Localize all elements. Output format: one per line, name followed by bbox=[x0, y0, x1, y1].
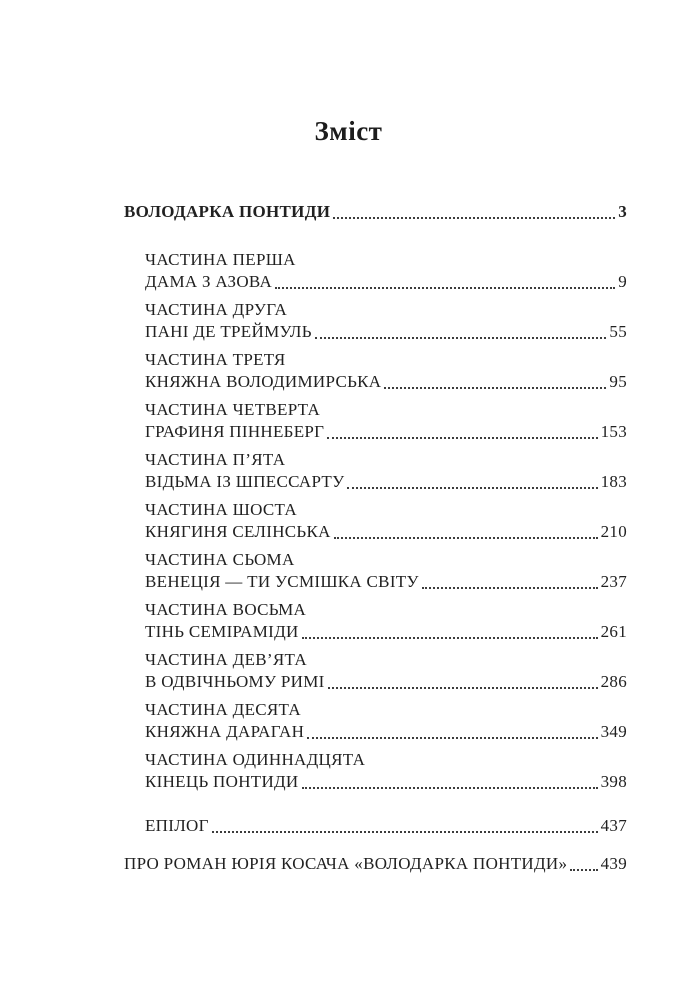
toc-part-name: ЧАСТИНА ШОСТА bbox=[145, 500, 297, 519]
toc-entry bbox=[124, 599, 627, 643]
toc-title: ВЕНЕЦІЯ — ТИ УСМІШКА СВІТУ bbox=[145, 572, 419, 591]
dot-leader bbox=[302, 637, 598, 639]
toc-title: ПРО РОМАН ЮРІЯ КОСАЧА «ВОЛОДАРКА ПОНТИДИ» bbox=[124, 854, 568, 873]
toc-line bbox=[145, 571, 627, 593]
toc-entry bbox=[124, 499, 627, 543]
toc-title: КНЯЖНА ДАРАГАН bbox=[145, 722, 305, 741]
toc-title: ВІДЬМА ІЗ ШПЕССАРТУ bbox=[145, 472, 345, 491]
toc-entry bbox=[124, 549, 627, 593]
toc-title: ГРАФИНЯ ПІННЕБЕРГ bbox=[145, 422, 325, 441]
toc-line bbox=[145, 815, 627, 837]
dot-leader bbox=[327, 437, 597, 439]
toc-title: ПАНІ ДЕ ТРЕЙМУЛЬ bbox=[145, 322, 312, 341]
dot-leader bbox=[334, 537, 598, 539]
toc-line bbox=[145, 771, 627, 793]
toc-page-number: 95 bbox=[609, 372, 627, 391]
dot-leader bbox=[384, 387, 606, 389]
toc-line bbox=[145, 271, 627, 293]
toc-entry bbox=[124, 399, 627, 443]
toc-page-number: 261 bbox=[600, 622, 627, 641]
toc-entry bbox=[124, 349, 627, 393]
toc-page-number: 437 bbox=[600, 816, 627, 835]
toc-title: КНЯГИНЯ СЕЛІНСЬКА bbox=[145, 522, 331, 541]
dot-leader bbox=[328, 687, 598, 689]
toc-title: ТІНЬ СЕМІРАМІДИ bbox=[145, 622, 299, 641]
toc-part-name: ЧАСТИНА ПЕРША bbox=[145, 250, 296, 269]
toc-title: В ОДВІЧНЬОМУ РИМІ bbox=[145, 672, 325, 691]
toc-line bbox=[145, 321, 627, 343]
dot-leader bbox=[422, 587, 598, 589]
toc-page-number: 210 bbox=[600, 522, 627, 541]
toc-line bbox=[145, 371, 627, 393]
toc-title: ВОЛОДАРКА ПОНТИДИ bbox=[124, 202, 331, 221]
toc-entry bbox=[124, 649, 627, 693]
toc-part-name: ЧАСТИНА ДЕСЯТА bbox=[145, 700, 301, 719]
toc-line bbox=[145, 521, 627, 543]
toc-part-name: ЧАСТИНА ТРЕТЯ bbox=[145, 350, 286, 369]
toc-line bbox=[124, 853, 627, 875]
toc-entry bbox=[124, 815, 627, 837]
toc-line bbox=[145, 721, 627, 743]
dot-leader bbox=[570, 869, 597, 871]
dot-leader bbox=[302, 787, 598, 789]
dot-leader bbox=[212, 831, 598, 833]
toc-title: ДАМА З АЗОВА bbox=[145, 272, 273, 291]
toc-part-name: ЧАСТИНА ОДИННАДЦЯТА bbox=[145, 750, 366, 769]
dot-leader bbox=[307, 737, 597, 739]
toc-line bbox=[145, 421, 627, 443]
toc-entry bbox=[124, 249, 627, 293]
toc-page-number: 439 bbox=[600, 854, 627, 873]
toc-entry bbox=[124, 853, 627, 875]
toc-line bbox=[124, 201, 627, 223]
toc-entry bbox=[124, 749, 627, 793]
toc-part-name: ЧАСТИНА ДЕВ’ЯТА bbox=[145, 650, 307, 669]
toc-part-name: ЧАСТИНА СЬОМА bbox=[145, 550, 295, 569]
toc-part-name: ЧАСТИНА ДРУГА bbox=[145, 300, 288, 319]
toc-page-number: 349 bbox=[600, 722, 627, 741]
toc-page-number: 237 bbox=[600, 572, 627, 591]
toc-title: КНЯЖНА ВОЛОДИМИРСЬКА bbox=[145, 372, 382, 391]
dot-leader bbox=[347, 487, 597, 489]
toc-title: ЕПІЛОГ bbox=[145, 816, 209, 835]
toc-page-number: 3 bbox=[618, 202, 627, 221]
toc-entry bbox=[124, 699, 627, 743]
toc-title: КІНЕЦЬ ПОНТИДИ bbox=[145, 772, 299, 791]
toc-page-number: 9 bbox=[618, 272, 627, 291]
toc-part-name: ЧАСТИНА ЧЕТВЕРТА bbox=[145, 400, 321, 419]
toc-page-number: 153 bbox=[600, 422, 627, 441]
dot-leader bbox=[275, 287, 615, 289]
toc-page-number: 398 bbox=[600, 772, 627, 791]
toc-entry bbox=[124, 201, 627, 223]
dot-leader bbox=[315, 337, 607, 339]
toc-page-number: 286 bbox=[600, 672, 627, 691]
toc-part-name: ЧАСТИНА П’ЯТА bbox=[145, 450, 286, 469]
toc-entry bbox=[124, 449, 627, 493]
toc-line bbox=[145, 471, 627, 493]
toc-entry bbox=[124, 299, 627, 343]
toc-part-name: ЧАСТИНА ВОСЬМА bbox=[145, 600, 307, 619]
toc-line bbox=[145, 671, 627, 693]
table-of-contents bbox=[0, 201, 697, 875]
toc-page-number: 183 bbox=[600, 472, 627, 491]
toc-page-number: 55 bbox=[609, 322, 627, 341]
page-title: Зміст bbox=[314, 116, 383, 146]
dot-leader bbox=[333, 217, 615, 219]
toc-line bbox=[145, 621, 627, 643]
